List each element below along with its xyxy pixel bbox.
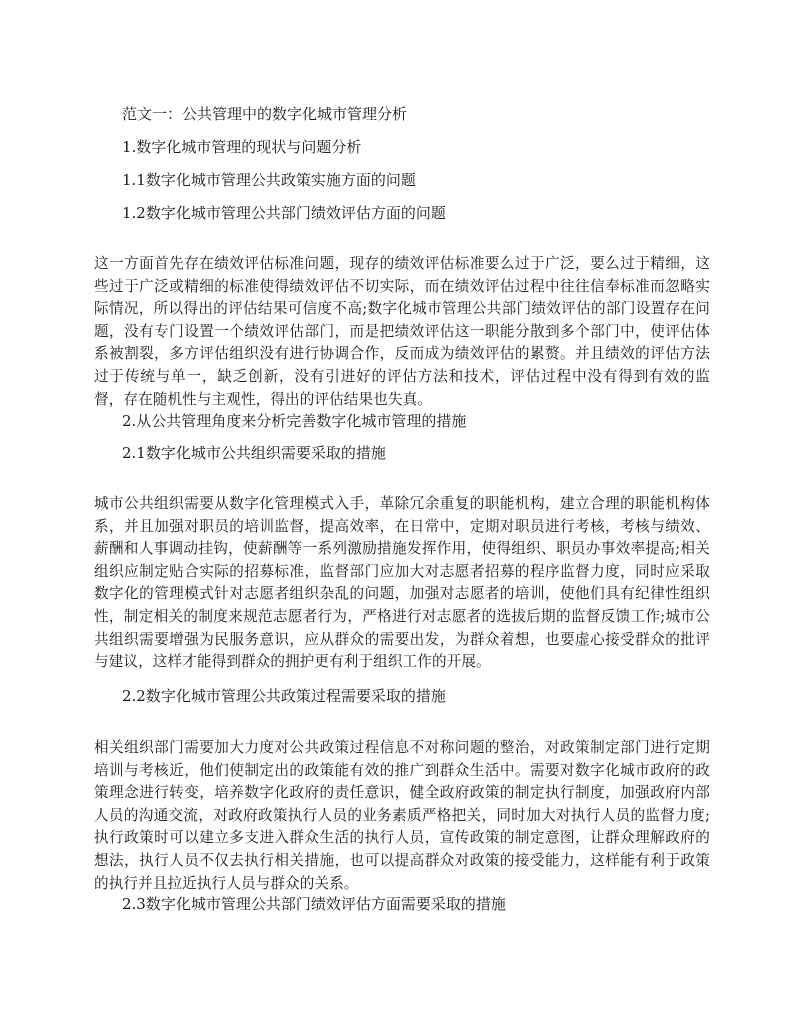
paragraph-public-organization-measures: 城市公共组织需要从数字化管理模式入手，革除冗余重复的职能机构，建立合理的职能机构体系，并且加强对职员的培训监督，提高效率，在日常中，定期对职员进行考核，考核与绩效、薪酬和人事调动挂钩，使薪酬等一系列激励措施发挥作用，使得组织、职员办事效率提高;相关组织应制定贴合实际的招募标准，监督部门应加大对志愿者招募的程序监督力度，同时应采取数字化的管理模式针对志愿者组织杂乱的问题，加强对志愿者的培训，使他们具有纪律性组织性，制定相关的制度来规范志愿者行为，严格进行对志愿者的选拔后期的监督反馈工作;城市公共组织需要增强为民服务意识，应从群众的需要出发，为群众着想，也要虚心接受群众的批评与建议，这样才能得到群众的拥护更有利于组织工作的开展。 — [94, 495, 710, 671]
subsection-heading-2-3: 2.3数字化城市管理公共部门绩效评估方面需要采取的措施 — [122, 895, 506, 913]
paragraph-performance-evaluation-issues: 这一方面首先存在绩效评估标准问题，现存的绩效评估标准要么过于广泛，要么过于精细，这些过于广泛或精细的标准使得绩效评估不切实际，而在绩效评估过程中往往信奉标准而忽略实际情况，所以得出的评估结果可信度不高;数字化城市管理公共部门绩效评估的部门设置存在问题，没有专门设置一个绩效评估部门，而是把绩效评估这一职能分散到多个部门中，使评估体系被割裂，多方评估组织没有进行协调合作，反而成为绩效评估的累赘。并且绩效的评估方法过于传统与单一，缺乏创新，没有引进好的评估方法和技术，评估过程中没有得到有效的监督，存在随机性与主观性，得出的评估结果也失真。 — [94, 255, 710, 408]
section-heading-2: 2.从公共管理角度来分析完善数字化城市管理的措施 — [122, 412, 467, 430]
subsection-heading-2-1: 2.1数字化城市公共组织需要采取的措施 — [122, 444, 386, 462]
subsection-heading-2-2: 2.2数字化城市管理公共政策过程需要采取的措施 — [122, 687, 446, 705]
document-title: 范文一：公共管理中的数字化城市管理分析 — [122, 105, 408, 123]
paragraph-public-policy-measures: 相关组织部门需要加大力度对公共政策过程信息不对称问题的整治，对政策制定部门进行定期培训与考核近，他们使制定出的政策能有效的推广到群众生活中。需要对数字化城市政府的政策理念进行转变，培养数字化政府的责任意识，健全政府政策的制定执行制度，加强政府内部人员的沟通交流，对政府政策执行人员的业务素质严格把关，同时加大对执行人员的监督力度;执行政策时可以建立多支进入群众生活的执行人员，宣传政策的制定意图，让群众理解政府的想法，执行人员不仅去执行相关措施，也可以提高群众对政策的接受能力，这样能有利于政策的执行并且拉近执行人员与群众的关系。 — [94, 739, 710, 892]
section-heading-1: 1.数字化城市管理的现状与问题分析 — [122, 138, 362, 156]
subsection-heading-1-2: 1.2数字化城市管理公共部门绩效评估方面的问题 — [122, 204, 446, 222]
subsection-heading-1-1: 1.1数字化城市管理公共政策实施方面的问题 — [122, 171, 416, 189]
